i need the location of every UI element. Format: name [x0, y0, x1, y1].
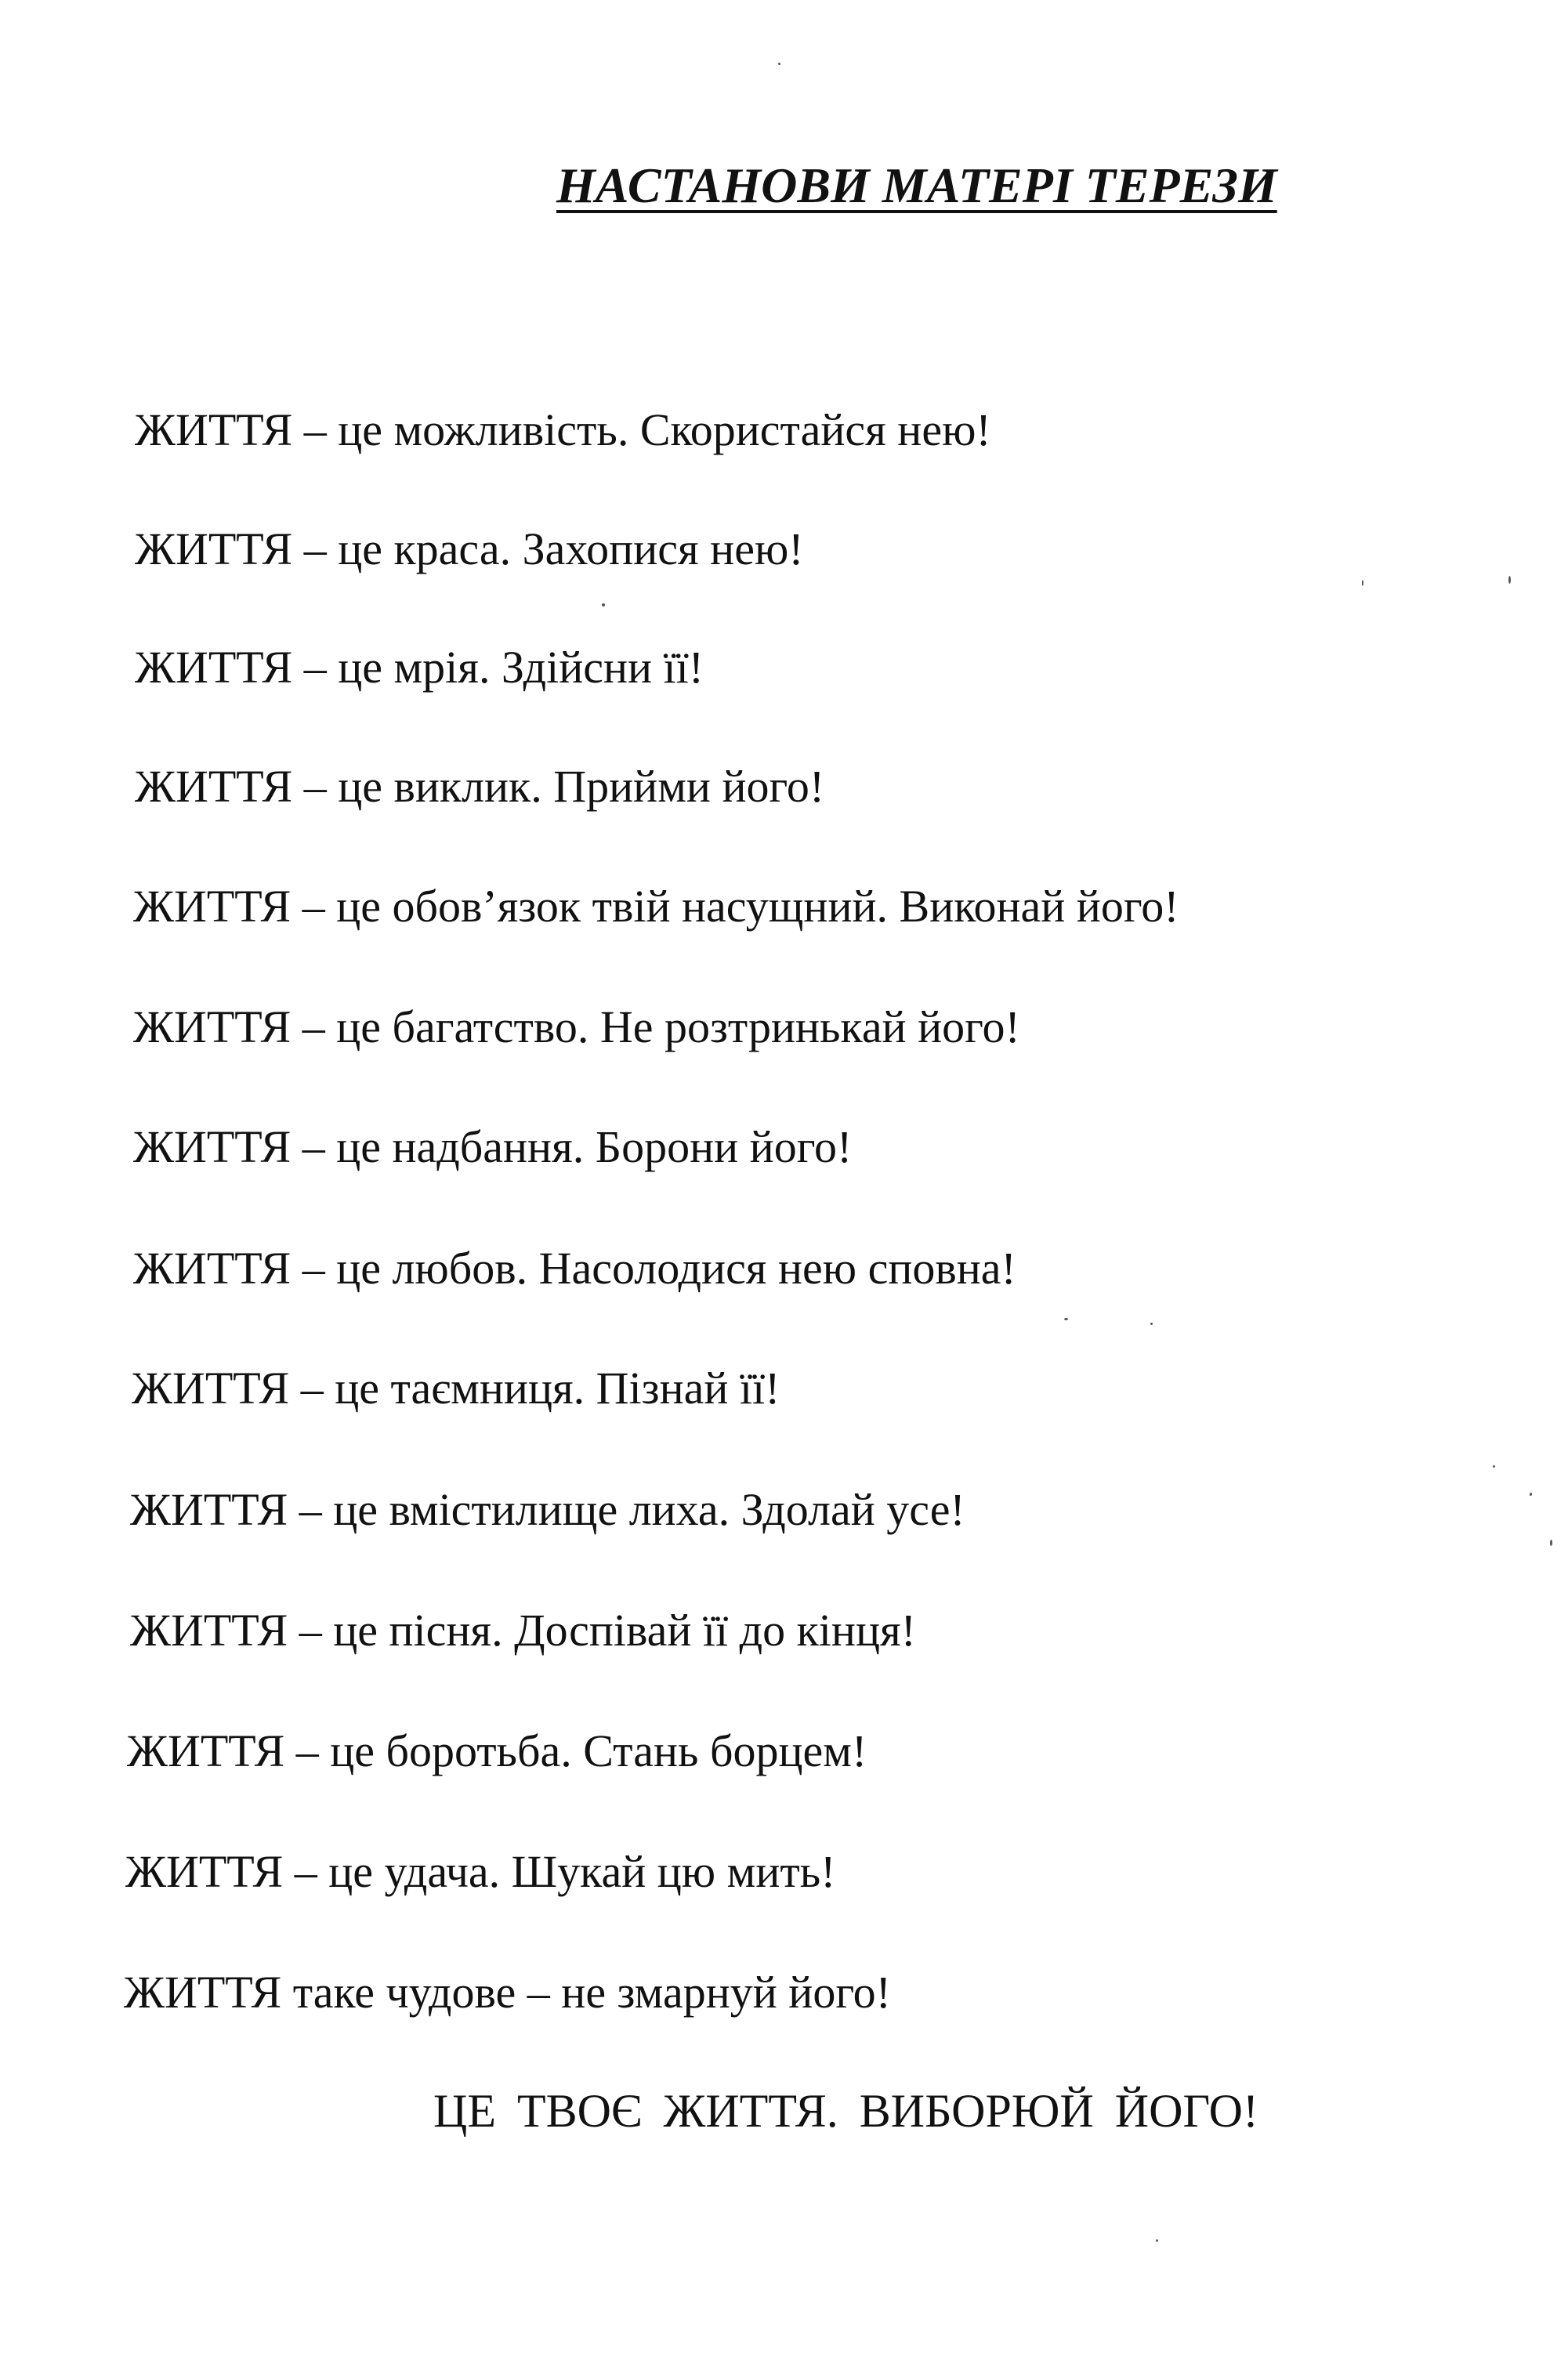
- text-line-6: ЖИТТЯ – це багатство. Не розтринькай його!: [133, 1001, 1020, 1052]
- scan-speck: [778, 63, 780, 65]
- closing-line: ЦЕ ТВОЄ ЖИТТЯ. ВИБОРЮЙ ЙОГО!: [433, 2085, 1258, 2137]
- text-line-9: ЖИТТЯ – це таємниця. Пізнай її!: [132, 1363, 780, 1414]
- scan-speck: [1493, 1465, 1495, 1468]
- text-line-10: ЖИТТЯ – це вмістилище лиха. Здолай усе!: [130, 1484, 965, 1535]
- text-line-2: ЖИТТЯ – це краса. Захопися нею!: [135, 523, 804, 574]
- text-line-3: ЖИТТЯ – це мрія. Здійсни її!: [135, 642, 704, 693]
- scan-speck: [1362, 580, 1363, 586]
- text-line-11: ЖИТТЯ – це пісня. Доспівай її до кінця!: [130, 1605, 916, 1656]
- scan-speck: [1150, 1323, 1153, 1325]
- text-line-12: ЖИТТЯ – це боротьба. Стань борцем!: [127, 1725, 867, 1776]
- scan-speck: [602, 603, 605, 606]
- text-line-7: ЖИТТЯ – це надбання. Борони його!: [133, 1121, 853, 1172]
- text-line-4: ЖИТТЯ – це виклик. Прийми його!: [135, 761, 825, 812]
- text-line-1: ЖИТТЯ – це можливість. Скористайся нею!: [135, 404, 991, 455]
- text-line-14: ЖИТТЯ таке чудове – не змарнуй його!: [124, 1967, 891, 2018]
- page-title: НАСТАНОВИ МАТЕРІ ТЕРЕЗИ: [556, 157, 1277, 213]
- scan-speck: [1508, 576, 1511, 584]
- scan-speck: [1530, 1493, 1532, 1496]
- text-line-13: ЖИТТЯ – це удача. Шукай цю мить!: [125, 1846, 836, 1897]
- text-line-8: ЖИТТЯ – це любов. Насолодися нею сповна!: [133, 1243, 1016, 1294]
- scan-speck: [1156, 2239, 1158, 2242]
- text-line-5: ЖИТТЯ – це обов’язок твій насущний. Виконай його!: [133, 881, 1179, 932]
- scan-speck: [1550, 1540, 1552, 1546]
- scan-speck: [1064, 1318, 1068, 1320]
